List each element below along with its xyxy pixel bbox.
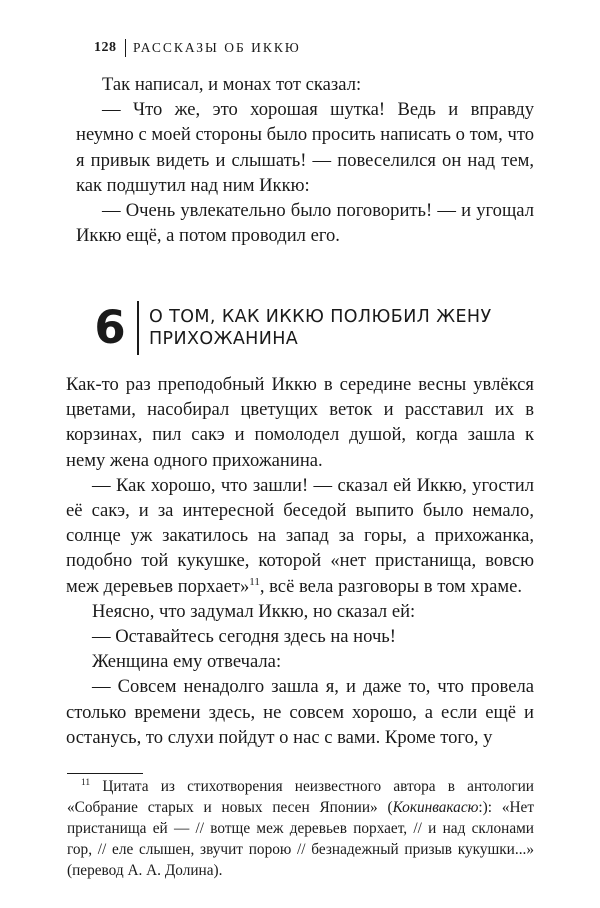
page-number: 128	[94, 40, 117, 55]
footnote-source: Кокинвакасю	[392, 799, 479, 816]
chapter-heading	[92, 300, 542, 356]
paragraph: Женщина ему отвечала:	[92, 651, 282, 673]
chapter-title	[149, 306, 492, 350]
chapter-divider	[137, 301, 139, 355]
paragraph: Как-то раз преподобный Иккю в середине весны увлёкся цветами, насобирал цветущих веток и расставил их в корзинах, пил сакэ и помолодел душой, когда зашла к нему жена одного прихожанина.	[66, 374, 534, 471]
paragraph-text: , всё вела разговоры в том храме.	[259, 575, 522, 597]
chapter-number: 6	[94, 301, 126, 354]
footnote-paragraph	[67, 776, 534, 881]
footnote-rule	[67, 773, 143, 774]
header-divider	[125, 39, 127, 57]
paragraph: Неясно, что задумал Иккю, но сказал ей:	[92, 600, 416, 622]
footnote-text: :): «Нет пристанища ей — // вотще меж деревьев порхает, // и над склонами гор, // еле слышен, звучит порою // безнадежный призыв кукушки...» (перевод А. А. Долина).	[67, 799, 534, 879]
chapter-title-line: ПРИХОЖАНИНА	[149, 329, 299, 349]
footnote-number: 11	[81, 777, 91, 788]
chapter-title-line: О ТОМ, КАК ИККЮ ПОЛЮБИЛ ЖЕНУ	[149, 307, 492, 327]
footnote-ref[interactable]: 11	[249, 575, 260, 588]
paragraph: Так написал, и монах тот сказал:	[102, 74, 362, 95]
text-block-chapter	[66, 372, 534, 750]
footnote-text: Цитата из стихотворения неизвестного автора в антологии «Собрание старых и новых песен Японии» (	[67, 778, 534, 816]
paragraph-text: — Как хорошо, что зашли! — сказал ей Иккю, угостил её сакэ, и за интересной беседой выпито было немало, солнце уж закатилось на запад за горы, а прихожанка, подобно той кукушке, которой «нет пристанища, вовсю меж деревьев порхает»	[66, 474, 534, 597]
book-title: РАССКАЗЫ ОБ ИККЮ	[133, 40, 301, 55]
paragraph: — Очень увлекательно было поговорить! — и угощал Иккю ещё, а потом проводил его.	[76, 200, 534, 247]
footnote	[67, 776, 534, 881]
paragraph: — Оставайтесь сегодня здесь на ночь!	[92, 626, 396, 648]
text-block-top	[76, 72, 534, 248]
paragraph: — Что же, это хорошая шутка! Ведь и вправду неумно с моей стороны было просить написать о том, что я привык видеть и слышать! — повеселился он над тем, как подшутил над ним Иккю:	[76, 99, 534, 196]
running-head	[94, 38, 301, 58]
paragraph	[66, 473, 534, 599]
paragraph: — Совсем ненадолго зашла я, и даже то, что провела столько времени здесь, не совсем хорошо, а если ещё и останусь, то слухи пойдут о нас с вами. Кроме того, у	[66, 676, 534, 748]
